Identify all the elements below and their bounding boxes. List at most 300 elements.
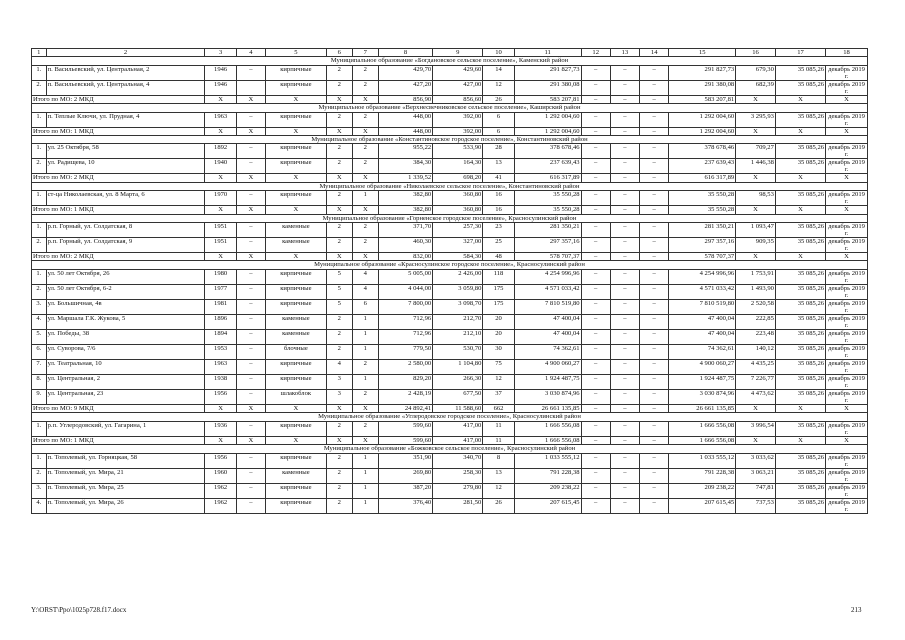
table-cell: ул. Театральная, 10 xyxy=(46,359,205,374)
table-cell: ул. Центральная, 2 xyxy=(46,374,205,389)
table-cell: 2 xyxy=(326,65,352,80)
subtotal-cell: Х xyxy=(352,206,378,214)
table-cell: 35 085,26 xyxy=(775,238,825,253)
table-cell: 2. xyxy=(32,238,47,253)
table-cell: 1. xyxy=(32,191,47,206)
table-cell: 1970 xyxy=(205,191,236,206)
table-cell: 4 254 996,96 xyxy=(514,269,581,284)
table-cell: – xyxy=(236,421,265,436)
table-cell: п. Тополевый, ул. Мира, 21 xyxy=(46,468,205,483)
subtotal-cell: Х xyxy=(236,174,265,182)
table-cell: 47 400,04 xyxy=(514,314,581,329)
table-cell: 35 085,26 xyxy=(775,453,825,468)
table-cell: – xyxy=(640,65,669,80)
table-cell: 779,50 xyxy=(378,344,432,359)
table-cell: – xyxy=(610,269,639,284)
table-cell: 35 550,28 xyxy=(669,191,736,206)
table-cell: 35 085,26 xyxy=(775,468,825,483)
subtotal-cell: – xyxy=(610,436,639,444)
table-cell: 3 xyxy=(326,374,352,389)
subtotal-cell: Х xyxy=(326,436,352,444)
table-cell: кирпичные xyxy=(266,112,327,127)
subtotal-cell: Х xyxy=(352,95,378,103)
table-cell: кирпичные xyxy=(266,80,327,95)
subtotal-cell: – xyxy=(581,253,610,261)
subtotal-cell: – xyxy=(640,206,669,214)
subtotal-cell: 11 588,60 xyxy=(433,404,483,412)
table-cell: – xyxy=(610,80,639,95)
table-cell: 2 xyxy=(326,191,352,206)
table-cell: 4 900 060,27 xyxy=(669,359,736,374)
table-cell: 2 xyxy=(326,483,352,498)
table-cell: – xyxy=(581,314,610,329)
table-cell: 269,80 xyxy=(378,468,432,483)
table-cell: 712,96 xyxy=(378,329,432,344)
subtotal-cell: Х xyxy=(826,436,868,444)
subtotal-cell: Х xyxy=(736,127,776,135)
table-cell: 1. xyxy=(32,65,47,80)
table-row xyxy=(32,468,868,483)
table-row xyxy=(32,483,868,498)
subtotal-cell: Х xyxy=(326,127,352,135)
table-cell: 291 380,08 xyxy=(669,80,736,95)
subtotal-row xyxy=(32,127,868,135)
table-cell: кирпичные xyxy=(266,191,327,206)
table-cell: 3 996,54 xyxy=(736,421,776,436)
table-cell: 2 580,00 xyxy=(378,359,432,374)
table-cell: 35 085,26 xyxy=(775,314,825,329)
table-cell: – xyxy=(640,314,669,329)
table-cell: – xyxy=(610,65,639,80)
table-cell: 118 xyxy=(483,269,514,284)
column-number-15: 15 xyxy=(669,49,736,57)
table-cell: – xyxy=(581,453,610,468)
subtotal-cell: 417,00 xyxy=(433,436,483,444)
table-cell: декабрь 2019 г. xyxy=(826,112,868,127)
table-cell: – xyxy=(581,344,610,359)
table-cell: 1. xyxy=(32,144,47,159)
table-cell: 1 104,80 xyxy=(433,359,483,374)
table-cell: 1963 xyxy=(205,112,236,127)
table-cell: 1 xyxy=(352,453,378,468)
table-cell: 1 033 555,12 xyxy=(669,453,736,468)
table-cell: – xyxy=(236,359,265,374)
table-cell: 140,12 xyxy=(736,344,776,359)
table-cell: декабрь 2019 г. xyxy=(826,374,868,389)
table-row xyxy=(32,144,868,159)
table-cell: 4 435,25 xyxy=(736,359,776,374)
table-cell: 2 xyxy=(326,421,352,436)
table-cell: 747,81 xyxy=(736,483,776,498)
table-cell: – xyxy=(236,374,265,389)
table-cell: кирпичные xyxy=(266,483,327,498)
table-cell: 382,80 xyxy=(378,191,432,206)
subtotal-cell: Х xyxy=(775,436,825,444)
column-number-9: 9 xyxy=(433,49,483,57)
table-cell: 378 678,46 xyxy=(669,144,736,159)
subtotal-cell: 616 317,89 xyxy=(669,174,736,182)
table-cell: 35 085,26 xyxy=(775,299,825,314)
subtotal-cell: 26 xyxy=(483,95,514,103)
subtotal-label: Итого по МО: 1 МКД xyxy=(32,206,205,214)
table-cell: 1 xyxy=(352,468,378,483)
table-cell: 291 380,08 xyxy=(514,80,581,95)
table-cell: 2 xyxy=(326,223,352,238)
subtotal-cell: Х xyxy=(236,253,265,261)
subtotal-cell: Х xyxy=(775,127,825,135)
subtotal-cell: – xyxy=(581,436,610,444)
table-cell: 1 666 556,08 xyxy=(669,421,736,436)
column-number-10: 10 xyxy=(483,49,514,57)
table-cell: 4 571 033,42 xyxy=(669,284,736,299)
table-cell: 387,20 xyxy=(378,483,432,498)
subtotal-cell: Х xyxy=(236,404,265,412)
subtotal-cell: – xyxy=(581,95,610,103)
table-cell: 429,70 xyxy=(378,65,432,80)
subtotal-cell: Х xyxy=(826,404,868,412)
table-cell: – xyxy=(581,389,610,404)
table-cell: – xyxy=(581,269,610,284)
table-cell: – xyxy=(581,191,610,206)
table-cell: декабрь 2019 г. xyxy=(826,159,868,174)
table-cell: 712,96 xyxy=(378,314,432,329)
table-cell: 47 400,04 xyxy=(514,329,581,344)
table-cell: 2. xyxy=(32,159,47,174)
subtotal-cell: – xyxy=(640,253,669,261)
table-cell: 98,53 xyxy=(736,191,776,206)
subtotal-cell: 41 xyxy=(483,174,514,182)
table-cell: 3 033,62 xyxy=(736,453,776,468)
subtotal-cell: Х xyxy=(736,253,776,261)
subtotal-cell: 16 xyxy=(483,206,514,214)
column-number-1: 1 xyxy=(32,49,47,57)
table-cell: р.п. Горный, ул. Солдатская, 8 xyxy=(46,223,205,238)
table-cell: 2 xyxy=(352,65,378,80)
table-cell: – xyxy=(640,344,669,359)
subtotal-label: Итого по МО: 2 МКД xyxy=(32,253,205,261)
subtotal-cell: 1 666 556,08 xyxy=(514,436,581,444)
table-cell: 909,35 xyxy=(736,238,776,253)
table-cell: 1 093,47 xyxy=(736,223,776,238)
subtotal-cell: 578 707,37 xyxy=(514,253,581,261)
subtotal-cell: 599,60 xyxy=(378,436,432,444)
table-cell: п. Васильевский, ул. Центральная, 2 xyxy=(46,65,205,80)
table-cell: – xyxy=(236,112,265,127)
subtotal-cell: Х xyxy=(236,127,265,135)
table-cell: кирпичные xyxy=(266,284,327,299)
table-cell: 1963 xyxy=(205,359,236,374)
table-cell: 371,70 xyxy=(378,223,432,238)
table-cell: – xyxy=(610,191,639,206)
subtotal-cell: Х xyxy=(826,206,868,214)
table-cell: кирпичные xyxy=(266,359,327,374)
table-cell: 1 xyxy=(352,483,378,498)
table-cell: 26 xyxy=(483,498,514,513)
table-cell: – xyxy=(581,284,610,299)
table-cell: 12 xyxy=(483,80,514,95)
table-cell: – xyxy=(581,223,610,238)
table-cell: 2. xyxy=(32,284,47,299)
subtotal-row xyxy=(32,436,868,444)
table-cell: 1946 xyxy=(205,80,236,95)
table-cell: 3 059,80 xyxy=(433,284,483,299)
table-cell: 7. xyxy=(32,359,47,374)
subtotal-cell: – xyxy=(581,127,610,135)
table-cell: – xyxy=(640,284,669,299)
table-cell: 378 678,46 xyxy=(514,144,581,159)
table-cell: 35 085,26 xyxy=(775,359,825,374)
table-cell: 1977 xyxy=(205,284,236,299)
municipality-title: Муниципальное образование «Красносулинское городское поселение», Красносулинский район xyxy=(32,261,868,269)
table-cell: 8. xyxy=(32,374,47,389)
subtotal-cell: Х xyxy=(352,436,378,444)
table-cell: 11 xyxy=(483,421,514,436)
table-cell: 427,20 xyxy=(378,80,432,95)
table-cell: 2 xyxy=(326,314,352,329)
table-cell: 1951 xyxy=(205,238,236,253)
table-cell: кирпичные xyxy=(266,144,327,159)
subtotal-cell: Х xyxy=(205,206,236,214)
subtotal-cell: 1 666 556,08 xyxy=(669,436,736,444)
table-cell: 2 xyxy=(326,498,352,513)
table-cell: 35 085,26 xyxy=(775,329,825,344)
municipality-title: Муниципальное образование «Константиновское городское поселение», Константиновский район xyxy=(32,136,868,144)
subtotal-cell: – xyxy=(610,127,639,135)
table-cell: 1. xyxy=(32,453,47,468)
table-cell: ул. 50 лет Октября, 26 xyxy=(46,269,205,284)
table-cell: 175 xyxy=(483,284,514,299)
table-cell: 20 xyxy=(483,314,514,329)
table-cell: – xyxy=(640,374,669,389)
table-cell: 427,00 xyxy=(433,80,483,95)
subtotal-cell: 662 xyxy=(483,404,514,412)
municipality-header-row xyxy=(32,261,868,269)
table-cell: – xyxy=(236,453,265,468)
table-cell: – xyxy=(236,483,265,498)
table-cell: 1962 xyxy=(205,498,236,513)
table-cell: 4 xyxy=(352,269,378,284)
table-cell: – xyxy=(610,314,639,329)
table-cell: – xyxy=(581,421,610,436)
column-number-6: 6 xyxy=(326,49,352,57)
subtotal-cell: 856,60 xyxy=(433,95,483,103)
subtotal-cell: 1 292 004,60 xyxy=(514,127,581,135)
column-number-11: 11 xyxy=(514,49,581,57)
table-cell: 281 350,21 xyxy=(514,223,581,238)
subtotal-cell: – xyxy=(640,436,669,444)
subtotal-cell: – xyxy=(610,253,639,261)
subtotal-cell: Х xyxy=(205,253,236,261)
table-cell: 955,22 xyxy=(378,144,432,159)
table-cell: 35 085,26 xyxy=(775,223,825,238)
subtotal-cell: Х xyxy=(736,174,776,182)
table-cell: 8 xyxy=(483,453,514,468)
table-cell: 2 xyxy=(326,144,352,159)
subtotal-cell: Х xyxy=(736,404,776,412)
table-cell: каменные xyxy=(266,238,327,253)
table-cell: – xyxy=(640,159,669,174)
table-cell: 1. xyxy=(32,269,47,284)
table-cell: 2 xyxy=(352,389,378,404)
table-cell: декабрь 2019 г. xyxy=(826,80,868,95)
table-cell: 1 292 004,60 xyxy=(514,112,581,127)
table-cell: 35 085,26 xyxy=(775,144,825,159)
subtotal-cell: 26 661 135,85 xyxy=(514,404,581,412)
table-cell: 4 xyxy=(352,284,378,299)
table-cell: декабрь 2019 г. xyxy=(826,65,868,80)
table-cell: 2 xyxy=(352,359,378,374)
table-cell: – xyxy=(640,483,669,498)
subtotal-cell: 698,20 xyxy=(433,174,483,182)
table-cell: 35 085,26 xyxy=(775,191,825,206)
table-row xyxy=(32,80,868,95)
table-cell: – xyxy=(581,65,610,80)
table-cell: 1 753,91 xyxy=(736,269,776,284)
table-cell: 223,48 xyxy=(736,329,776,344)
subtotal-cell: Х xyxy=(205,127,236,135)
table-cell: 1980 xyxy=(205,269,236,284)
table-cell: 35 085,26 xyxy=(775,498,825,513)
subtotal-cell: Х xyxy=(266,253,327,261)
table-cell: каменные xyxy=(266,314,327,329)
table-cell: 2 xyxy=(352,223,378,238)
table-cell: декабрь 2019 г. xyxy=(826,238,868,253)
subtotal-cell: Х xyxy=(266,174,327,182)
table-cell: 4 900 060,27 xyxy=(514,359,581,374)
subtotal-cell: 26 661 135,85 xyxy=(669,404,736,412)
subtotal-cell: Х xyxy=(352,253,378,261)
table-cell: 448,00 xyxy=(378,112,432,127)
table-cell: 1 666 556,08 xyxy=(514,421,581,436)
page-number: 213 xyxy=(851,606,862,614)
table-cell: 2. xyxy=(32,468,47,483)
subtotal-cell: 35 550,28 xyxy=(514,206,581,214)
table-row xyxy=(32,238,868,253)
table-cell: декабрь 2019 г. xyxy=(826,421,868,436)
subtotal-cell: Х xyxy=(326,253,352,261)
table-cell: декабрь 2019 г. xyxy=(826,329,868,344)
subtotal-cell: – xyxy=(581,174,610,182)
table-cell: 1 493,90 xyxy=(736,284,776,299)
table-cell: 297 357,16 xyxy=(669,238,736,253)
table-cell: 829,20 xyxy=(378,374,432,389)
municipality-title: Муниципальное образование «Углеродовское городское поселение», Красносулинский район xyxy=(32,413,868,421)
table-cell: – xyxy=(236,65,265,80)
table-cell: – xyxy=(640,359,669,374)
table-cell: 1 xyxy=(352,191,378,206)
table-cell: 679,30 xyxy=(736,65,776,80)
table-cell: 5 xyxy=(326,284,352,299)
municipality-header-row xyxy=(32,104,868,112)
table-cell: ул. Суворова, 7/6 xyxy=(46,344,205,359)
table-cell: ул. Маршала Г.К. Жукова, 5 xyxy=(46,314,205,329)
table-cell: – xyxy=(640,269,669,284)
table-cell: 1 033 555,12 xyxy=(514,453,581,468)
table-cell: 1940 xyxy=(205,159,236,174)
table-cell: – xyxy=(581,359,610,374)
table-cell: 75 xyxy=(483,359,514,374)
subtotal-cell: Х xyxy=(205,95,236,103)
subtotal-cell: Х xyxy=(236,206,265,214)
table-cell: – xyxy=(610,389,639,404)
table-row xyxy=(32,284,868,299)
table-cell: 3. xyxy=(32,299,47,314)
table-cell: – xyxy=(640,468,669,483)
table-cell: каменные xyxy=(266,329,327,344)
table-cell: – xyxy=(236,468,265,483)
table-cell: – xyxy=(236,329,265,344)
subtotal-cell: Х xyxy=(826,253,868,261)
table-cell: 533,90 xyxy=(433,144,483,159)
subtotal-label: Итого по МО: 9 МКД xyxy=(32,404,205,412)
subtotal-cell: Х xyxy=(236,95,265,103)
table-cell: ул. 50 лет Октября, 6-2 xyxy=(46,284,205,299)
subtotal-cell: – xyxy=(581,404,610,412)
table-cell: 7 226,77 xyxy=(736,374,776,389)
table-row xyxy=(32,65,868,80)
table-cell: 1 xyxy=(352,374,378,389)
subtotal-cell: Х xyxy=(205,436,236,444)
table-cell: – xyxy=(610,223,639,238)
table-cell: 1951 xyxy=(205,223,236,238)
subtotal-cell: 578 707,37 xyxy=(669,253,736,261)
table-cell: – xyxy=(640,329,669,344)
subtotal-cell: 392,00 xyxy=(433,127,483,135)
table-cell: 351,90 xyxy=(378,453,432,468)
table-cell: 682,39 xyxy=(736,80,776,95)
subtotal-cell: Х xyxy=(236,436,265,444)
subtotal-label: Итого по МО: 2 МКД xyxy=(32,95,205,103)
table-cell: 1962 xyxy=(205,483,236,498)
table-cell: 1 924 487,75 xyxy=(514,374,581,389)
table-cell: 1956 xyxy=(205,453,236,468)
table-cell: 207 615,45 xyxy=(669,498,736,513)
municipality-header-row xyxy=(32,413,868,421)
table-cell: – xyxy=(610,284,639,299)
table-cell: 4 571 033,42 xyxy=(514,284,581,299)
table-cell: – xyxy=(640,421,669,436)
subtotal-cell: Х xyxy=(736,95,776,103)
table-cell: – xyxy=(640,191,669,206)
municipality-title: Муниципальное образование «Божковское сельское поселение», Красносулинский район xyxy=(32,445,868,453)
table-cell: 1946 xyxy=(205,65,236,80)
table-cell: – xyxy=(610,238,639,253)
table-cell: – xyxy=(581,483,610,498)
table-cell: – xyxy=(236,144,265,159)
table-cell: 3 xyxy=(326,389,352,404)
table-cell: кирпичные xyxy=(266,498,327,513)
table-cell: 3. xyxy=(32,483,47,498)
table-cell: 257,30 xyxy=(433,223,483,238)
table-cell: – xyxy=(610,299,639,314)
table-cell: – xyxy=(581,374,610,389)
table-cell: 1 924 487,75 xyxy=(669,374,736,389)
subtotal-label: Итого по МО: 2 МКД xyxy=(32,174,205,182)
table-cell: 35 085,26 xyxy=(775,389,825,404)
table-cell: 3 030 874,96 xyxy=(669,389,736,404)
table-row xyxy=(32,389,868,404)
subtotal-row xyxy=(32,404,868,412)
table-cell: 1 xyxy=(352,498,378,513)
column-number-17: 17 xyxy=(775,49,825,57)
table-cell: 2 xyxy=(352,112,378,127)
table-cell: 327,00 xyxy=(433,238,483,253)
table-cell: 37 xyxy=(483,389,514,404)
table-cell: 35 085,26 xyxy=(775,80,825,95)
table-cell: 279,80 xyxy=(433,483,483,498)
table-cell: ул. 25 Октября, 58 xyxy=(46,144,205,159)
subtotal-cell: – xyxy=(640,127,669,135)
